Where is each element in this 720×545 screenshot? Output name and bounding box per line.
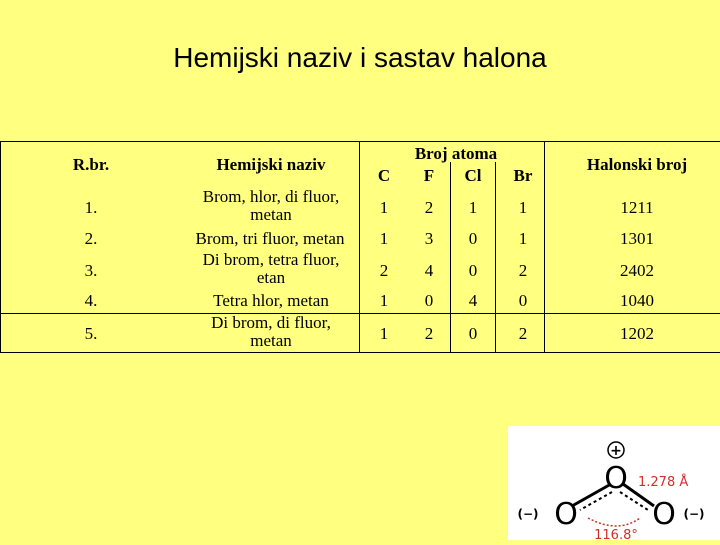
cell-f: 4 <box>424 261 434 280</box>
cell-c: 1 <box>379 324 389 343</box>
header-naziv: Hemijski naziv <box>216 155 326 174</box>
cell-c: 1 <box>379 229 389 248</box>
header-f: F <box>423 166 435 185</box>
right-charge: (−) <box>683 507 705 521</box>
left-charge: (−) <box>517 507 539 521</box>
cell-br: 2 <box>518 261 528 280</box>
cell-rbr: 4. <box>84 291 98 310</box>
cell-f: 0 <box>424 291 434 310</box>
cell-cl: 4 <box>468 291 478 310</box>
cell-cl: 0 <box>468 229 478 248</box>
cell-f: 2 <box>424 198 434 217</box>
cell-naziv-line1: Brom, hlor, di fluor, <box>202 187 340 206</box>
cell-c: 1 <box>379 291 389 310</box>
cell-naziv-line1: Di brom, di fluor, <box>211 313 331 332</box>
column-divider <box>544 142 545 352</box>
cell-f: 3 <box>424 229 434 248</box>
cell-rbr: 3. <box>84 261 98 280</box>
header-cl: Cl <box>464 166 482 185</box>
top-charge: + <box>610 443 622 459</box>
cell-halonski-broj: 1301 <box>620 229 654 248</box>
cell-naziv <box>186 251 356 287</box>
cell-br: 1 <box>518 229 528 248</box>
cell-naziv-line1: Tetra hlor, metan <box>213 291 329 310</box>
cell-cl: 0 <box>468 261 478 280</box>
column-divider <box>359 142 360 352</box>
cell-naziv-line1: Brom, tri fluor, metan <box>195 229 345 248</box>
column-divider <box>495 162 496 352</box>
row-divider <box>1 313 720 314</box>
cell-halonski-broj: 1211 <box>620 198 654 217</box>
cell-naziv <box>186 188 356 224</box>
cell-naziv <box>181 230 359 248</box>
cell-rbr: 1. <box>84 198 98 217</box>
header-halonski-broj: Halonski broj <box>586 155 688 174</box>
cell-br: 1 <box>518 198 528 217</box>
bond-angle-label: 116.8° <box>594 528 638 540</box>
header-rbr: R.br. <box>72 155 110 174</box>
cell-naziv-line2: metan <box>250 330 292 350</box>
column-divider <box>450 162 451 352</box>
cell-rbr: 2. <box>84 229 98 248</box>
header-br: Br <box>513 166 533 185</box>
cell-halonski-broj: 1040 <box>620 291 654 310</box>
cell-naziv-line2: etan <box>256 267 286 287</box>
center-oxygen: O <box>604 461 628 496</box>
cell-halonski-broj: 2402 <box>620 261 654 280</box>
right-oxygen: O <box>652 497 676 532</box>
cell-halonski-broj: 1202 <box>620 324 654 343</box>
angle-arc <box>588 518 640 526</box>
cell-rbr: 5. <box>84 324 98 343</box>
halon-table <box>0 141 720 353</box>
ozone-molecule-diagram <box>508 426 720 540</box>
bond-length-label: 1.278 Å <box>638 475 689 490</box>
cell-cl: 0 <box>468 324 478 343</box>
cell-f: 2 <box>424 324 434 343</box>
slide-title: Hemijski naziv i sastav halona <box>173 42 547 73</box>
cell-naziv <box>186 314 356 350</box>
header-c: C <box>377 166 391 185</box>
cell-naziv-line2: metan <box>250 204 292 224</box>
left-oxygen: O <box>554 497 578 532</box>
cell-naziv-line1: Di brom, tetra fluor, <box>202 250 340 269</box>
cell-naziv <box>186 292 356 310</box>
molecule-svg <box>508 426 720 540</box>
cell-br: 2 <box>518 324 528 343</box>
cell-c: 2 <box>379 261 389 280</box>
cell-c: 1 <box>379 198 389 217</box>
cell-br: 0 <box>518 291 528 310</box>
header-broj-atoma: Broj atoma <box>414 144 498 163</box>
cell-cl: 1 <box>468 198 478 217</box>
